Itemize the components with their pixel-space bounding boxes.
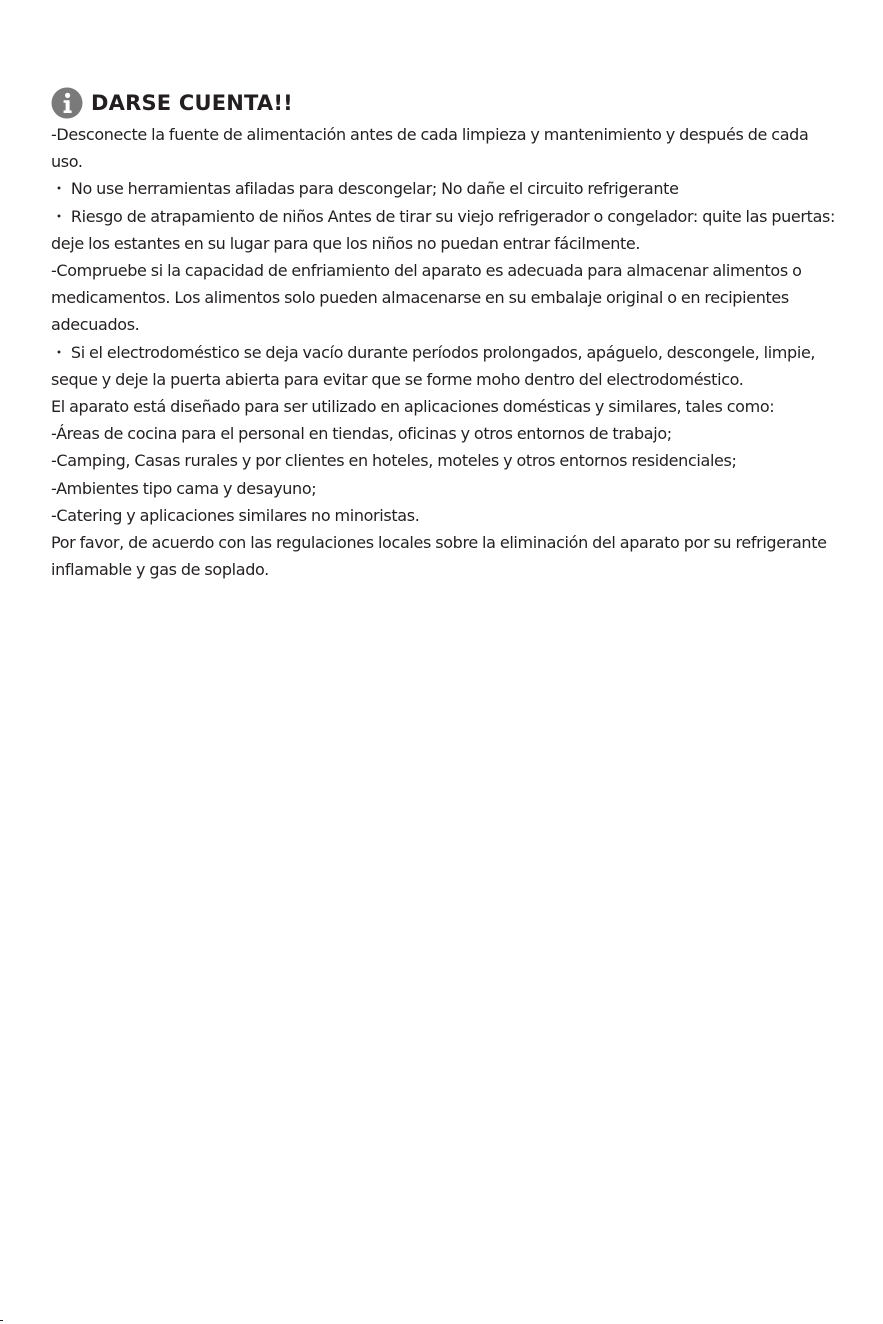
page-corner-mark	[0, 1320, 3, 1321]
notice-item-cooling-capacity: -Compruebe si la capacidad de enfriamiento del aparato es adecuada para almacenar alimentos o medicamentos. Los alimentos solo pueden almacenarse en su embalaje original o en recipientes adecuados.	[51, 261, 802, 335]
notice-list	[51, 121, 841, 583]
info-circle-icon	[51, 87, 83, 119]
notice-item-staff-kitchens: -Áreas de cocina para el personal en tiendas, oficinas y otros entornos de trabajo;	[51, 424, 672, 444]
notice-item-bed-breakfast: -Ambientes tipo cama y desayuno;	[51, 478, 317, 498]
notice-header	[51, 86, 293, 120]
notice-item-camping: -Camping, Casas rurales y por clientes en hoteles, moteles y otros entornos residenciales;	[51, 451, 737, 471]
notice-title: DARSE CUENTA!!	[91, 91, 293, 115]
notice-item-sharp-tools: ・ No use herramientas afiladas para descongelar; No dañe el circuito refrigerante	[51, 179, 679, 199]
notice-item-child-entrapment: ・ Riesgo de atrapamiento de niños Antes de tirar su viejo refrigerador o congelador: quite las puertas: deje los estantes en su lugar para que los niños no puedan entrar fácilmente.	[51, 206, 836, 253]
notice-item-disconnect: -Desconecte la fuente de alimentación antes de cada limpieza y mantenimiento y después de cada uso.	[51, 125, 809, 172]
notice-item-intended-use: El aparato está diseñado para ser utilizado en aplicaciones domésticas y similares, tales como:	[51, 397, 775, 417]
notice-item-empty-appliance: ・ Si el electrodoméstico se deja vacío durante períodos prolongados, apáguelo, descongele, limpie, seque y deje la puerta abierta para evitar que se forme moho dentro del electrodoméstico.	[51, 342, 816, 389]
notice-item-catering: -Catering y aplicaciones similares no minoristas.	[51, 505, 420, 525]
notice-item-disposal: Por favor, de acuerdo con las regulaciones locales sobre la eliminación del aparato por su refrigerante inflamable y gas de soplado.	[51, 533, 827, 580]
